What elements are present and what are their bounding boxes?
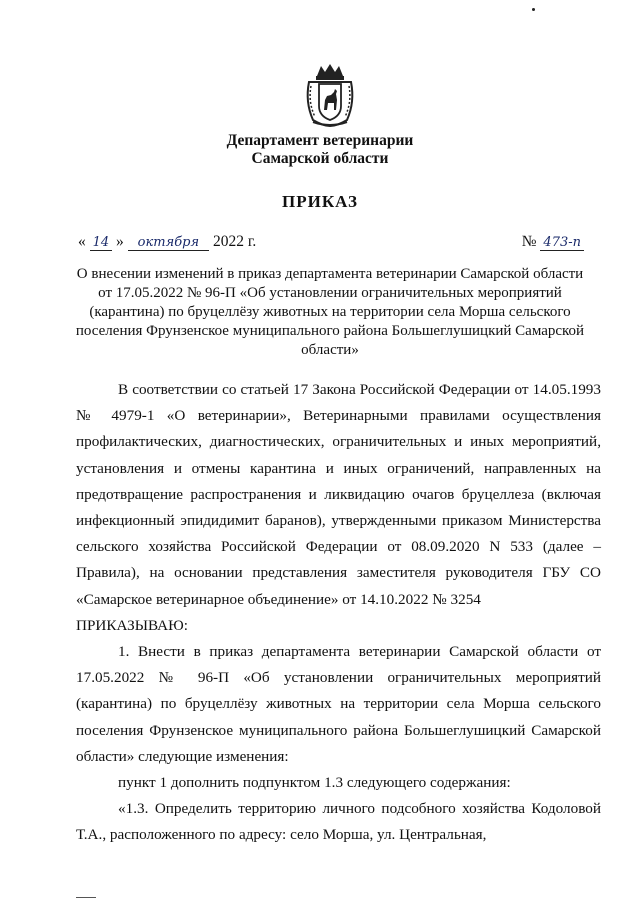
department-name-line1: Департамент ветеринарии <box>226 132 414 149</box>
order-body <box>76 377 601 849</box>
order-date <box>78 233 256 251</box>
coat-of-arms-icon <box>303 62 357 128</box>
page-edge-mark <box>76 897 96 898</box>
body-paragraph: пункт 1 дополнить подпунктом 1.3 следующего содержания: <box>118 774 511 792</box>
order-subject: О внесении изменений в приказ департамента ветеринарии Самарской области от 17.05.2022 № 96-П «Об установлении ограничительных мероприятий (карантина) по бруцеллёзу животных на территории села Морша сельского поселения Фрунзенское муниципального района Большеглушицкий Самарской области» <box>75 266 585 358</box>
body-paragraph: 1. Внести в приказ департамента ветеринарии Самарской области от 17.05.2022 № 96-П «Об установлении ограничительных мероприятий (карантина) по бруцеллёзу животных на территории села Морша сельского поселения Фрунзенское муниципального района Большеглушицкий Самарской области» следующие изменения: <box>76 643 601 765</box>
department-name-line2: Самарской области <box>251 150 389 167</box>
body-paragraph: «1.3. Определить территорию личного подсобного хозяйства Кодоловой Т.А., расположенного по адресу: село Морша, ул. Центральная, <box>76 800 601 844</box>
date-month: октября <box>128 235 209 251</box>
document-title: ПРИКАЗ <box>282 192 358 211</box>
order-directive: ПРИКАЗЫВАЮ: <box>76 616 188 634</box>
date-year: 2022 г. <box>212 233 257 250</box>
order-number <box>522 233 584 251</box>
date-quote-close: » <box>116 233 124 250</box>
date-day: 14 <box>90 235 113 251</box>
body-paragraph: В соответствии со статьей 17 Закона Российской Федерации от 14.05.1993 № 4979-1 «О ветеринарии», Ветеринарными правилами осуществления профилактических, диагностических, ограничительных и иных мероприятий, установления и отмены карантина и иных ограничений, направленных на предотвращение распространения и ликвидацию очагов бруцеллеза (включая инфекционный эпидидимит баранов), утвержденными приказом Министерства сельского хозяйства Российской Федерации от 08.09.2020 N 533 (далее – Правила), на основании представления заместителя руководителя ГБУ СО «Самарское ветеринарное объединение» от 14.10.2022 № 3254 <box>76 381 601 608</box>
date-quote-open: « <box>78 233 86 250</box>
number-prefix: № <box>521 233 537 250</box>
scan-speck <box>532 8 535 11</box>
number-value: 473-п <box>540 235 584 251</box>
